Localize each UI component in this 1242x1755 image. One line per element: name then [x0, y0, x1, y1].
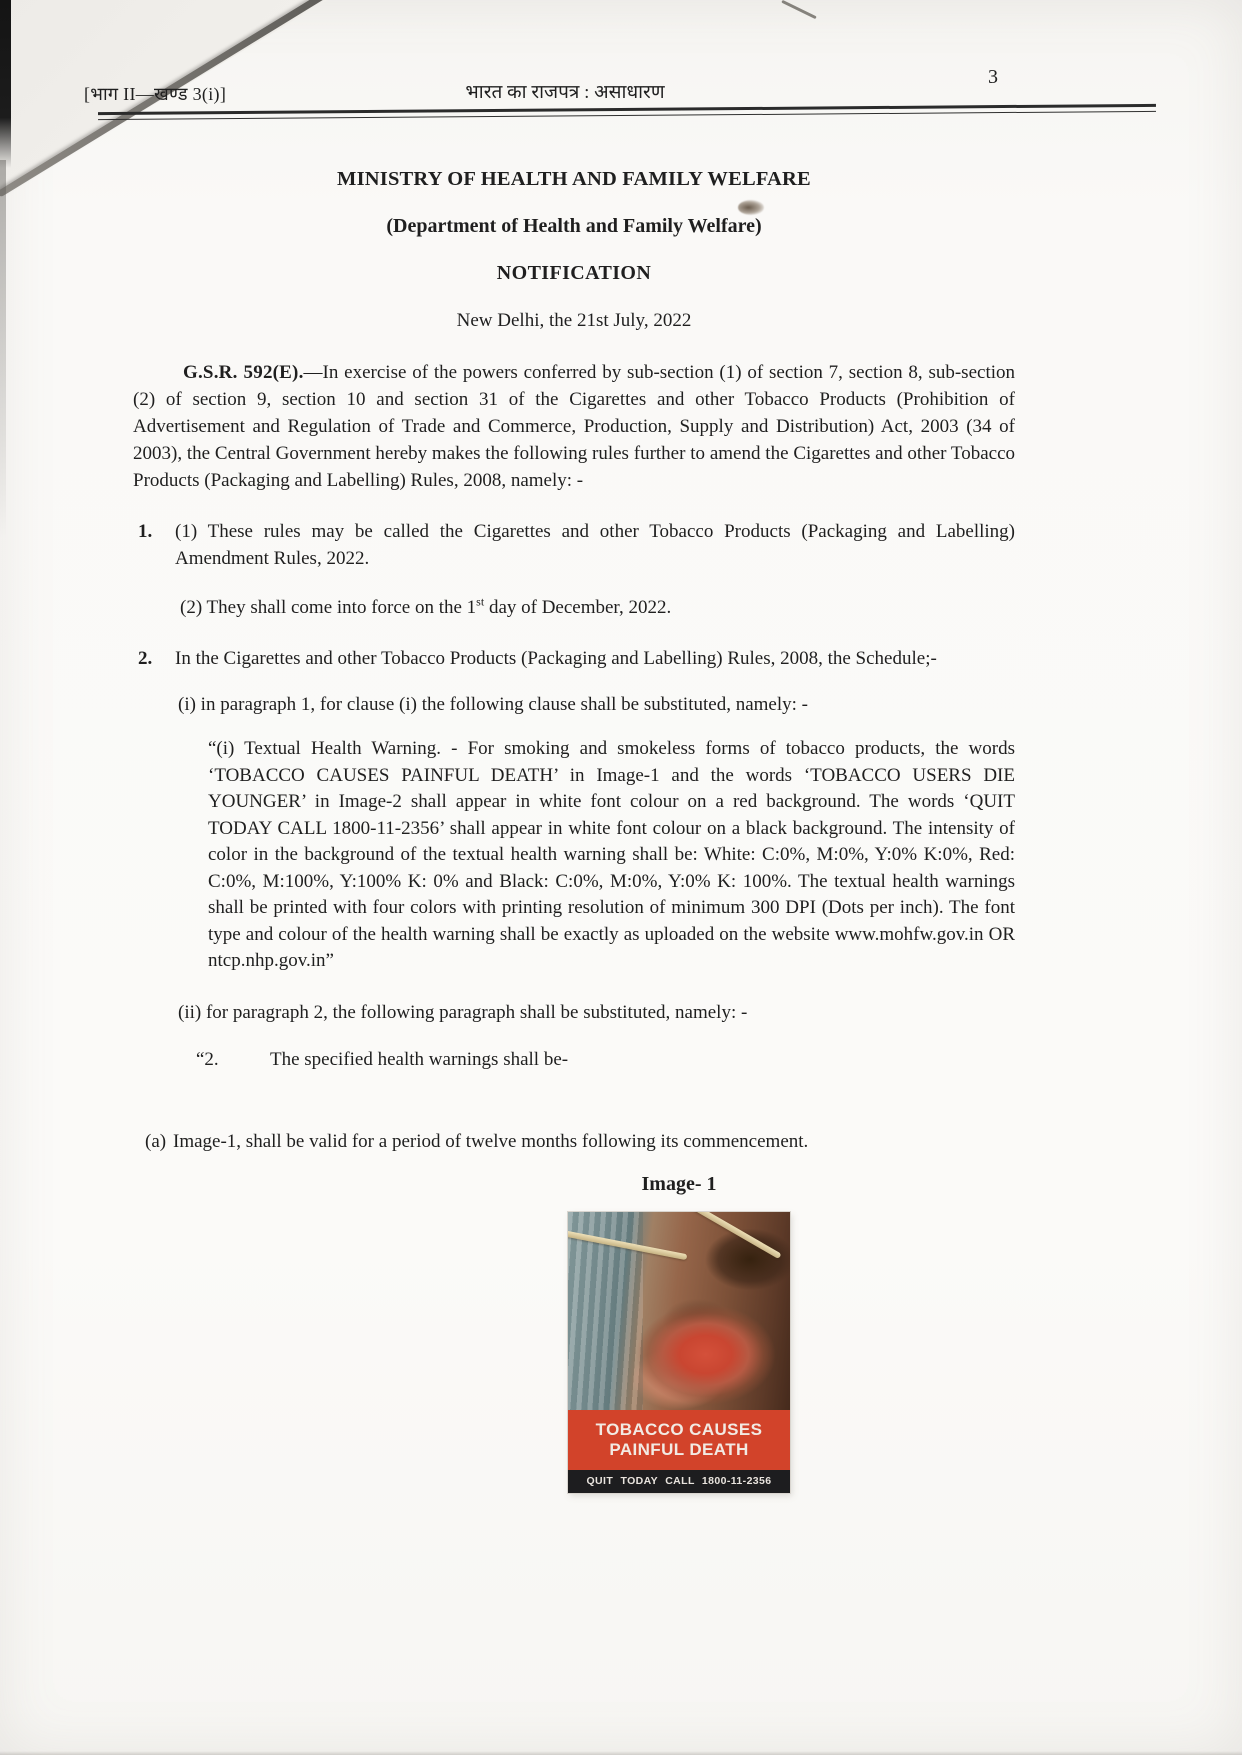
rule-item-1-sub-2	[180, 594, 1015, 621]
warning-banner-line-2: PAINFUL DEATH	[609, 1439, 749, 1459]
rule-item-1-number: 1.	[138, 521, 153, 542]
clause-ii-intro: (ii) for paragraph 2, the following paragraph shall be substituted, namely: -	[178, 1001, 748, 1023]
scan-bottom-edge-artifact	[0, 1751, 1242, 1755]
scan-mark-top-right-artifact	[781, 0, 816, 19]
dateline: New Delhi, the 21st July, 2022	[456, 310, 692, 331]
image-1-label: Image- 1	[641, 1172, 717, 1195]
paragraph-2-number: “2.	[196, 1048, 219, 1070]
gsr-number: G.S.R. 592(E).	[183, 362, 304, 383]
sub-2-text-post: day of December, 2022.	[484, 597, 672, 618]
ministry-title: MINISTRY OF HEALTH AND FAMILY WELFARE	[337, 168, 811, 190]
header-double-rule	[98, 104, 1156, 120]
clause-i-substituted-text: “(i) Textual Health Warning. - For smoking and smokeless forms of tobacco products, the words ‘TOBACCO CAUSES PAINFUL DEATH’ in Image-1 and the words ‘TOBACCO USERS DIE YOUNGER’ in Image-2 shall appear in white font colour on a red background. The words ‘QUIT TODAY CALL 1800-11-2356’ shall appear in white font colour on a black background. The intensity of color in the background of the textual health warning shall be: White: C:0%, M:0%, Y:0% K:0%, Red: C:0%, M:100%, Y:100% K: 0% and Black: C:0%, M:0%, Y:0% K: 100%. The textual health warnings shall be printed with four colors with printing resolution of minimum 300 DPI (Dots per inch). The font type and colour of the health warning shall be exactly as uploaded on the website www.mohfw.gov.in OR ntcp.nhp.gov.in”	[208, 738, 1015, 971]
paragraph-2-text: The specified health warnings shall be-	[270, 1048, 569, 1070]
item-a-text: Image-1, shall be valid for a period of twelve months following its commencement.	[173, 1130, 809, 1152]
notification-heading: NOTIFICATION	[496, 262, 652, 284]
gsr-opening-paragraph	[133, 359, 1015, 494]
feeding-tube-graphic-2	[676, 1212, 781, 1259]
item-a	[133, 1128, 1015, 1155]
scan-edge-shadow-artifact	[0, 160, 6, 580]
rule-item-1	[133, 518, 1015, 572]
rule-item-2-text: In the Cigarettes and other Tobacco Products (Packaging and Labelling) Rules, 2008, the Schedule;-	[175, 648, 937, 669]
health-warning-image	[568, 1212, 790, 1493]
clause-i-intro: (i) in paragraph 1, for clause (i) the following clause shall be substituted, namely: -	[178, 694, 808, 715]
gsr-text: —In exercise of the powers conferred by sub-section (1) of section 7, section 8, sub-section (2) of section 9, section 10 and section 31 of the Cigarettes and other Tobacco Products (Prohibition of Advertisement and Regulation of Trade and Commerce, Production, Supply and Distribution) Act, 2003 (34 of 2003), the Central Government hereby makes the following rules further to amend the Cigarettes and other Tobacco Products (Packaging and Labelling) Rules, 2008, namely: -	[133, 362, 1016, 491]
sub-2-ordinal-superscript: st	[476, 594, 485, 609]
rule-item-2	[133, 645, 1015, 672]
scan-edge-strip-artifact	[0, 0, 11, 168]
oral-cancer-photo	[568, 1212, 790, 1410]
warning-banner-line-1: TOBACCO CAUSES	[595, 1419, 763, 1439]
substituted-paragraph-2	[196, 1046, 1015, 1073]
quitline-black-strip: QUIT TODAY CALL 1800-11-2356	[568, 1470, 790, 1493]
rule-item-1-sub-1: (1) These rules may be called the Cigarettes and other Tobacco Products (Packaging and Labelling) Amendment Rules, 2022.	[175, 521, 1015, 569]
warning-red-banner	[568, 1410, 790, 1470]
sub-2-text-pre: (2) They shall come into force on the 1	[180, 597, 477, 618]
gazette-part-section-header: [भाग II—खण्ड 3(i)]	[84, 84, 227, 104]
item-a-marker: (a)	[145, 1130, 167, 1152]
gazette-title-header: भारत का राजपत्र : असाधारण	[465, 82, 665, 103]
page-number: 3	[988, 66, 998, 88]
rule-item-2-number: 2.	[138, 648, 153, 669]
department-subtitle: (Department of Health and Family Welfare)	[386, 215, 762, 237]
document-body	[133, 160, 1015, 1493]
